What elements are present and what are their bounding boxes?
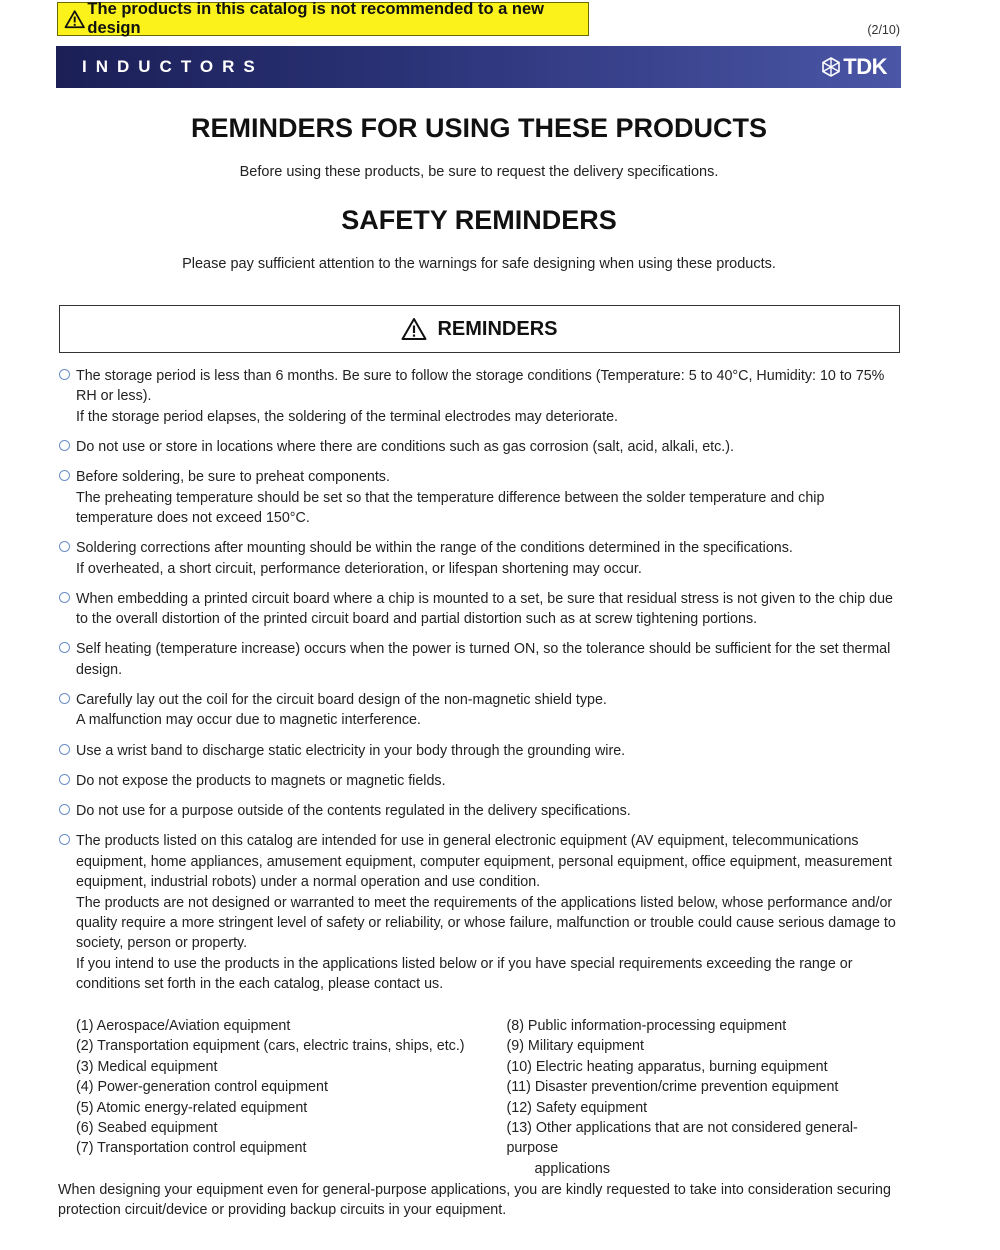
reminders-heading: REMINDERS — [437, 317, 558, 340]
circle-bullet-icon — [59, 541, 70, 552]
applications-right-column — [506, 1016, 906, 1179]
item-text: Do not use for a purpose outside of the contents regulated in the delivery specifications. — [76, 803, 631, 820]
circle-bullet-icon — [59, 369, 70, 380]
item-text: If overheated, a short circuit, performance deterioration, or lifespan shortening may occur. — [76, 560, 642, 577]
item-text: The preheating temperature should be set so that the temperature difference between the solder temperature and chip temperature does not exceed 150°C. — [76, 489, 825, 527]
circle-bullet-icon — [59, 774, 70, 785]
reminders-heading-box — [59, 305, 900, 353]
list-item — [58, 366, 900, 427]
page-title: REMINDERS FOR USING THESE PRODUCTS — [190, 113, 768, 143]
list-item — [58, 771, 900, 791]
list-item — [58, 589, 900, 630]
application-entry: (8) Public information-processing equipment — [506, 1018, 787, 1034]
discontinued-notice — [57, 2, 589, 36]
list-item — [58, 831, 900, 994]
list-item — [58, 741, 900, 761]
application-entry-continued: applications — [534, 1160, 610, 1177]
item-text: Use a wrist band to discharge static electricity in your body through the grounding wire. — [76, 742, 626, 759]
reminders-list — [58, 366, 900, 1004]
safety-subtitle: Please pay sufficient attention to the warnings for safe designing when using these products. — [182, 256, 776, 272]
item-text: If the storage period elapses, the soldering of the terminal electrodes may deteriorate. — [76, 408, 618, 425]
applications-left-column — [76, 1016, 506, 1179]
circle-bullet-icon — [59, 744, 70, 755]
circle-bullet-icon — [59, 470, 70, 481]
safety-title: SAFETY REMINDERS — [341, 205, 617, 235]
item-text: Do not use or store in locations where there are conditions such as gas corrosion (salt, acid, alkali, etc.). — [76, 439, 734, 456]
item-text: Do not expose the products to magnets or magnetic fields. — [76, 772, 446, 789]
item-text: Soldering corrections after mounting should be within the range of the conditions determined in the specifications. — [76, 540, 793, 557]
item-text: The products listed on this catalog are intended for use in general electronic equipment (AV equipment, telecommunications equipment, home appliances, amusement equipment, computer equipment, personal equipment, office equipment, measurement equipment, industrial robots) under a normal operation and use condition. — [76, 833, 892, 891]
header-banner — [56, 46, 901, 88]
application-entry: (9) Military equipment — [506, 1038, 644, 1055]
page-number: (2/10) — [867, 23, 900, 37]
item-text: Before soldering, be sure to preheat components. — [76, 469, 390, 486]
application-entry: (12) Safety equipment — [506, 1099, 648, 1116]
circle-bullet-icon — [59, 592, 70, 603]
list-item — [58, 467, 900, 528]
list-item — [58, 801, 900, 821]
application-entry: (3) Medical equipment — [76, 1058, 218, 1075]
circle-bullet-icon — [59, 804, 70, 815]
list-item — [58, 538, 900, 579]
application-entry: (6) Seabed equipment — [76, 1120, 218, 1137]
category-label: INDUCTORS — [82, 57, 264, 76]
circle-bullet-icon — [59, 440, 70, 451]
circle-bullet-icon — [59, 642, 70, 653]
application-entry: (13) Other applications that are not considered general-purpose — [506, 1120, 858, 1157]
notice-text: The products in this catalog is not recommended to a new design — [87, 0, 544, 37]
item-text: The products are not designed or warranted to meet the requirements of the applications listed below, whose performance and/or quality require a more stringent level of safety or reliability, or whose failure, malfunction or trouble could cause serious damage to society, person or property. — [76, 894, 896, 952]
item-text: Self heating (temperature increase) occurs when the power is turned ON, so the tolerance should be sufficient for the set thermal design. — [76, 641, 891, 678]
item-text: Carefully lay out the coil for the circuit board design of the non-magnetic shield type. — [76, 692, 607, 709]
tdk-logo — [821, 54, 887, 80]
item-text: When embedding a printed circuit board where a chip is mounted to a set, be sure that residual stress is not given to the chip due to the overall distortion of the printed circuit board and partial distortion such as at screw tightening portions. — [76, 590, 893, 628]
application-entry: (11) Disaster prevention/crime prevention equipment — [506, 1079, 839, 1096]
application-entry: (1) Aerospace/Aviation equipment — [76, 1018, 291, 1034]
application-entry: (2) Transportation equipment (cars, electric trains, ships, etc.) — [76, 1038, 465, 1055]
warning-icon — [401, 317, 427, 341]
item-text: If you intend to use the products in the applications listed below or if you have special requirements exceeding the range or conditions set forth in the each catalog, please contact us. — [76, 955, 853, 993]
page-subtitle: Before using these products, be sure to request the delivery specifications. — [239, 164, 719, 180]
logo-text: TDK — [843, 54, 887, 79]
closing-paragraph: When designing your equipment even for general-purpose applications, you are kindly requested to take into consideration securing protection circuit/device or providing backup circuits in your equipment. — [58, 1182, 891, 1219]
tdk-logo-icon — [821, 57, 841, 77]
applications-list — [76, 1016, 906, 1179]
item-text: A malfunction may occur due to magnetic interference. — [76, 712, 421, 729]
application-entry: (10) Electric heating apparatus, burning equipment — [506, 1058, 828, 1075]
circle-bullet-icon — [59, 834, 70, 845]
circle-bullet-icon — [59, 693, 70, 704]
application-entry: (5) Atomic energy-related equipment — [76, 1099, 308, 1116]
application-entry: (4) Power-generation control equipment — [76, 1079, 328, 1096]
list-item — [58, 690, 900, 731]
list-item — [58, 639, 900, 680]
item-text: The storage period is less than 6 months. Be sure to follow the storage conditions (Temperature: 5 to 40°C, Humidity: 10 to 75% RH or less). — [76, 368, 885, 405]
warning-icon — [64, 9, 85, 29]
application-entry: (7) Transportation control equipment — [76, 1140, 307, 1157]
list-item — [58, 437, 900, 457]
